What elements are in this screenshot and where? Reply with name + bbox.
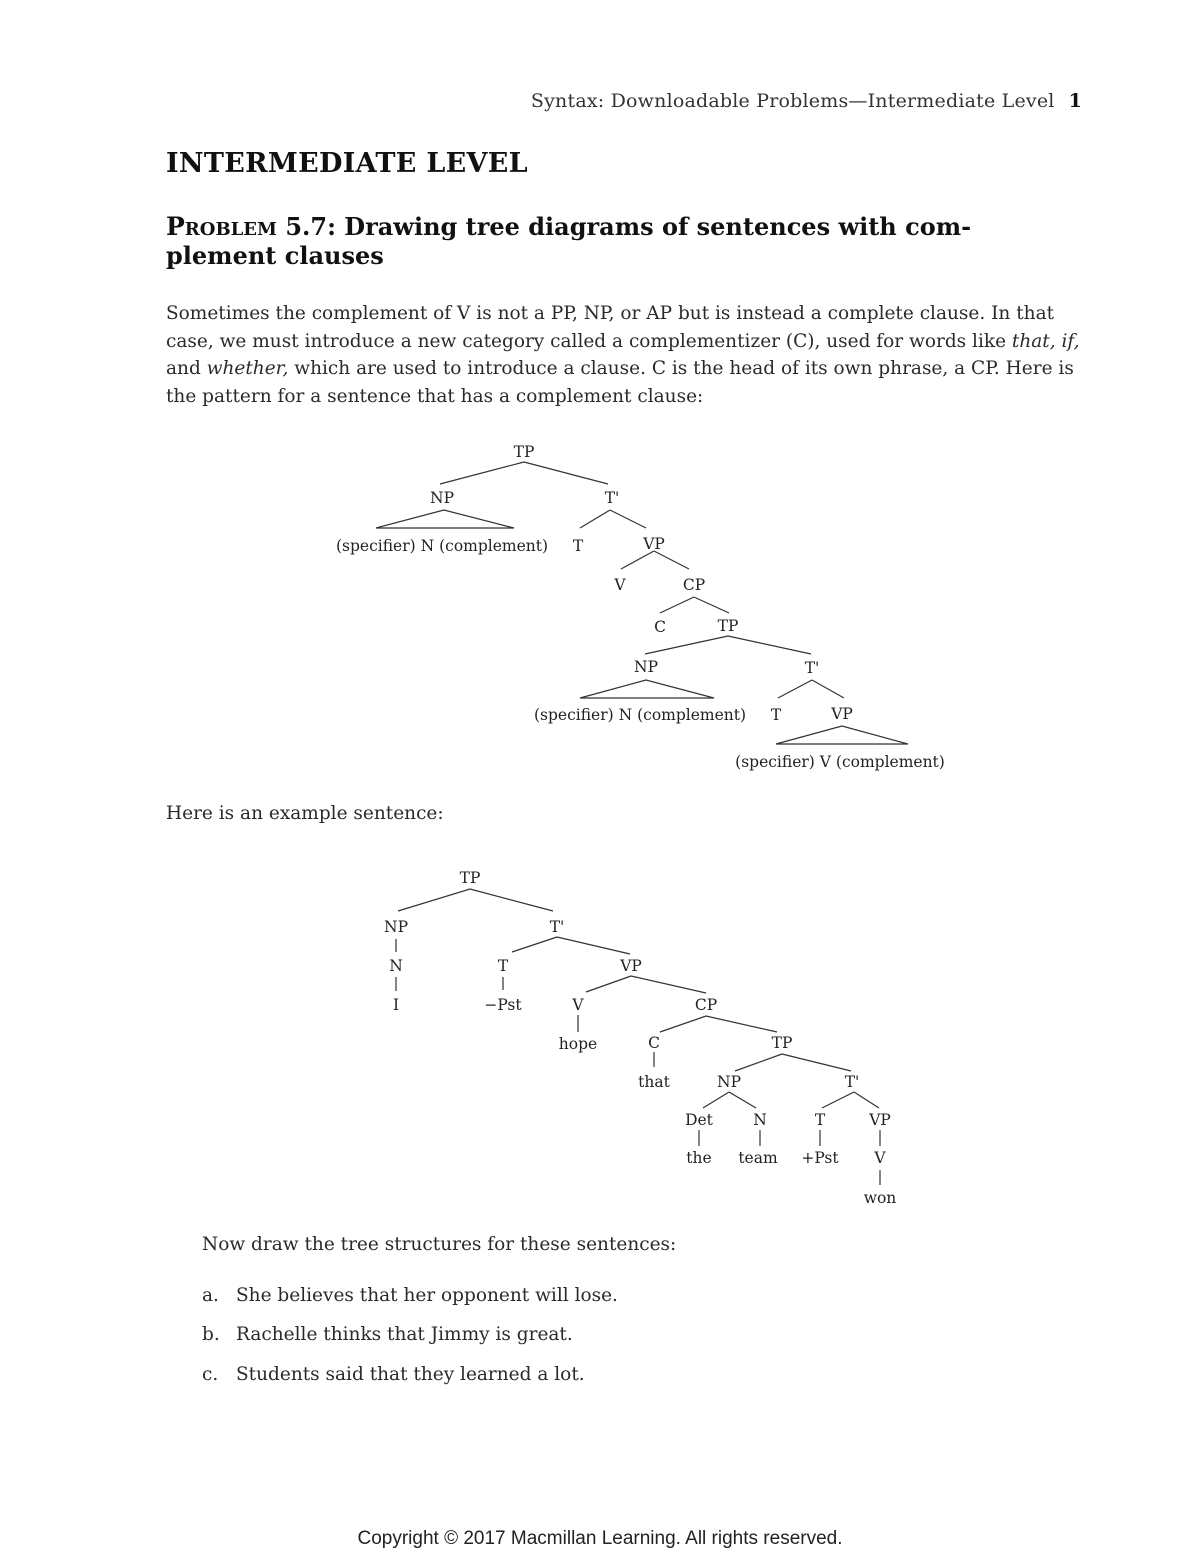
tree-node-cp: CP: [694, 996, 718, 1014]
tree-node-tp: TP: [513, 443, 535, 461]
tree-node-t: T: [572, 537, 584, 555]
tree-node-c: C: [654, 618, 666, 636]
tree-node-tbar2: T': [804, 659, 820, 677]
tree-node-v: V: [614, 576, 626, 594]
tree-leaf-hope: hope: [558, 1035, 598, 1053]
exercise-item-c: [202, 1364, 585, 1385]
term-whether: whether,: [206, 358, 289, 379]
tree-node-t: T: [497, 957, 509, 975]
tree-node-tp: TP: [459, 869, 481, 887]
tree-node-np2: NP: [634, 658, 658, 676]
problem-title-text: 5.7: Drawing tree diagrams of sentences with com- plement clauses: [166, 212, 972, 270]
tree-node-det: Det: [685, 1111, 713, 1129]
running-title: Syntax: Downloadable Problems—Intermediate Level: [530, 90, 1055, 112]
term-that: that,: [1011, 330, 1056, 352]
tree-leaf-np-content: (specifier) N (complement): [335, 537, 549, 555]
tree-leaf-won: won: [863, 1189, 897, 1207]
exercise-intro: Now draw the tree structures for these sentences:: [202, 1234, 677, 1255]
example-intro: Here is an example sentence:: [166, 803, 444, 824]
exercise-item-b: [202, 1324, 573, 1345]
exercise-label: a.: [202, 1285, 219, 1306]
tree-node-vp2: VP: [869, 1111, 891, 1129]
tree-node-tbar: T': [549, 918, 565, 936]
copyright-footer: Copyright © 2017 Macmillan Learning. All rights reserved.: [357, 1528, 843, 1549]
tree-node-vp: VP: [643, 535, 665, 553]
tree-leaf-vp2-content: (specifier) V (complement): [735, 753, 945, 771]
tree-node-cp: CP: [682, 576, 706, 594]
tree-leaf-i: I: [392, 996, 400, 1014]
tree-node-c: C: [648, 1034, 660, 1052]
exercise-label: c.: [202, 1364, 219, 1385]
tree-leaf-the: the: [686, 1149, 712, 1167]
intro-paragraph: [166, 300, 1086, 410]
tree-node-vp: VP: [620, 957, 642, 975]
page-number: 1: [1068, 90, 1082, 112]
tree-node-np2: NP: [717, 1073, 741, 1091]
problem-label: Problem: [166, 212, 277, 241]
exercise-label: b.: [202, 1324, 220, 1345]
tree-node-tbar2: T': [844, 1073, 860, 1091]
intro-part1: Sometimes the complement of V is not a PP, NP, or AP but is instead a complete clause. In that case, we must introduce a new category called a complementizer (C), used for words like: [166, 303, 1055, 352]
term-if: if,: [1061, 330, 1080, 352]
section-title: INTERMEDIATE LEVEL: [166, 148, 528, 179]
intro-sep2: and: [166, 358, 207, 379]
exercise-text: She believes that her opponent will lose.: [236, 1285, 618, 1306]
tree-node-np: NP: [384, 918, 408, 936]
exercise-item-a: [202, 1285, 618, 1306]
tree-node-np: NP: [430, 489, 454, 507]
tree-leaf-that: that: [638, 1073, 670, 1091]
exercise-text: Rachelle thinks that Jimmy is great.: [236, 1324, 573, 1345]
tree-node-tbar: T': [604, 489, 620, 507]
tree-node-t2: T: [770, 706, 782, 724]
tree-leaf-pst-neg: −Pst: [484, 996, 522, 1014]
intro-part2: which are used to introduce a clause. C is the head of its own phrase, a CP. Here is the pattern for a sentence that has a complement clause:: [166, 358, 1074, 407]
problem-title: [166, 212, 1046, 270]
tree-node-v2: V: [874, 1149, 886, 1167]
tree-node-n2: N: [753, 1111, 767, 1129]
running-head: [531, 90, 1082, 112]
tree-node-vp2: VP: [831, 705, 853, 723]
tree-node-t2: T: [814, 1111, 826, 1129]
tree-node-tp2: TP: [717, 617, 739, 635]
tree-leaf-np2-content: (specifier) N (complement): [533, 706, 747, 724]
tree-node-v: V: [572, 996, 584, 1014]
tree-node-n: N: [389, 957, 403, 975]
exercise-text: Students said that they learned a lot.: [236, 1364, 585, 1385]
tree-branches: [396, 889, 880, 1185]
example-tree-diagram: [0, 860, 1200, 1210]
tree-branches: [376, 462, 908, 744]
tree-leaf-team: team: [738, 1149, 778, 1167]
tree-node-tp2: TP: [771, 1034, 793, 1052]
tree-leaf-pst-pos: +Pst: [801, 1149, 839, 1167]
pattern-tree-diagram: [0, 430, 1200, 780]
